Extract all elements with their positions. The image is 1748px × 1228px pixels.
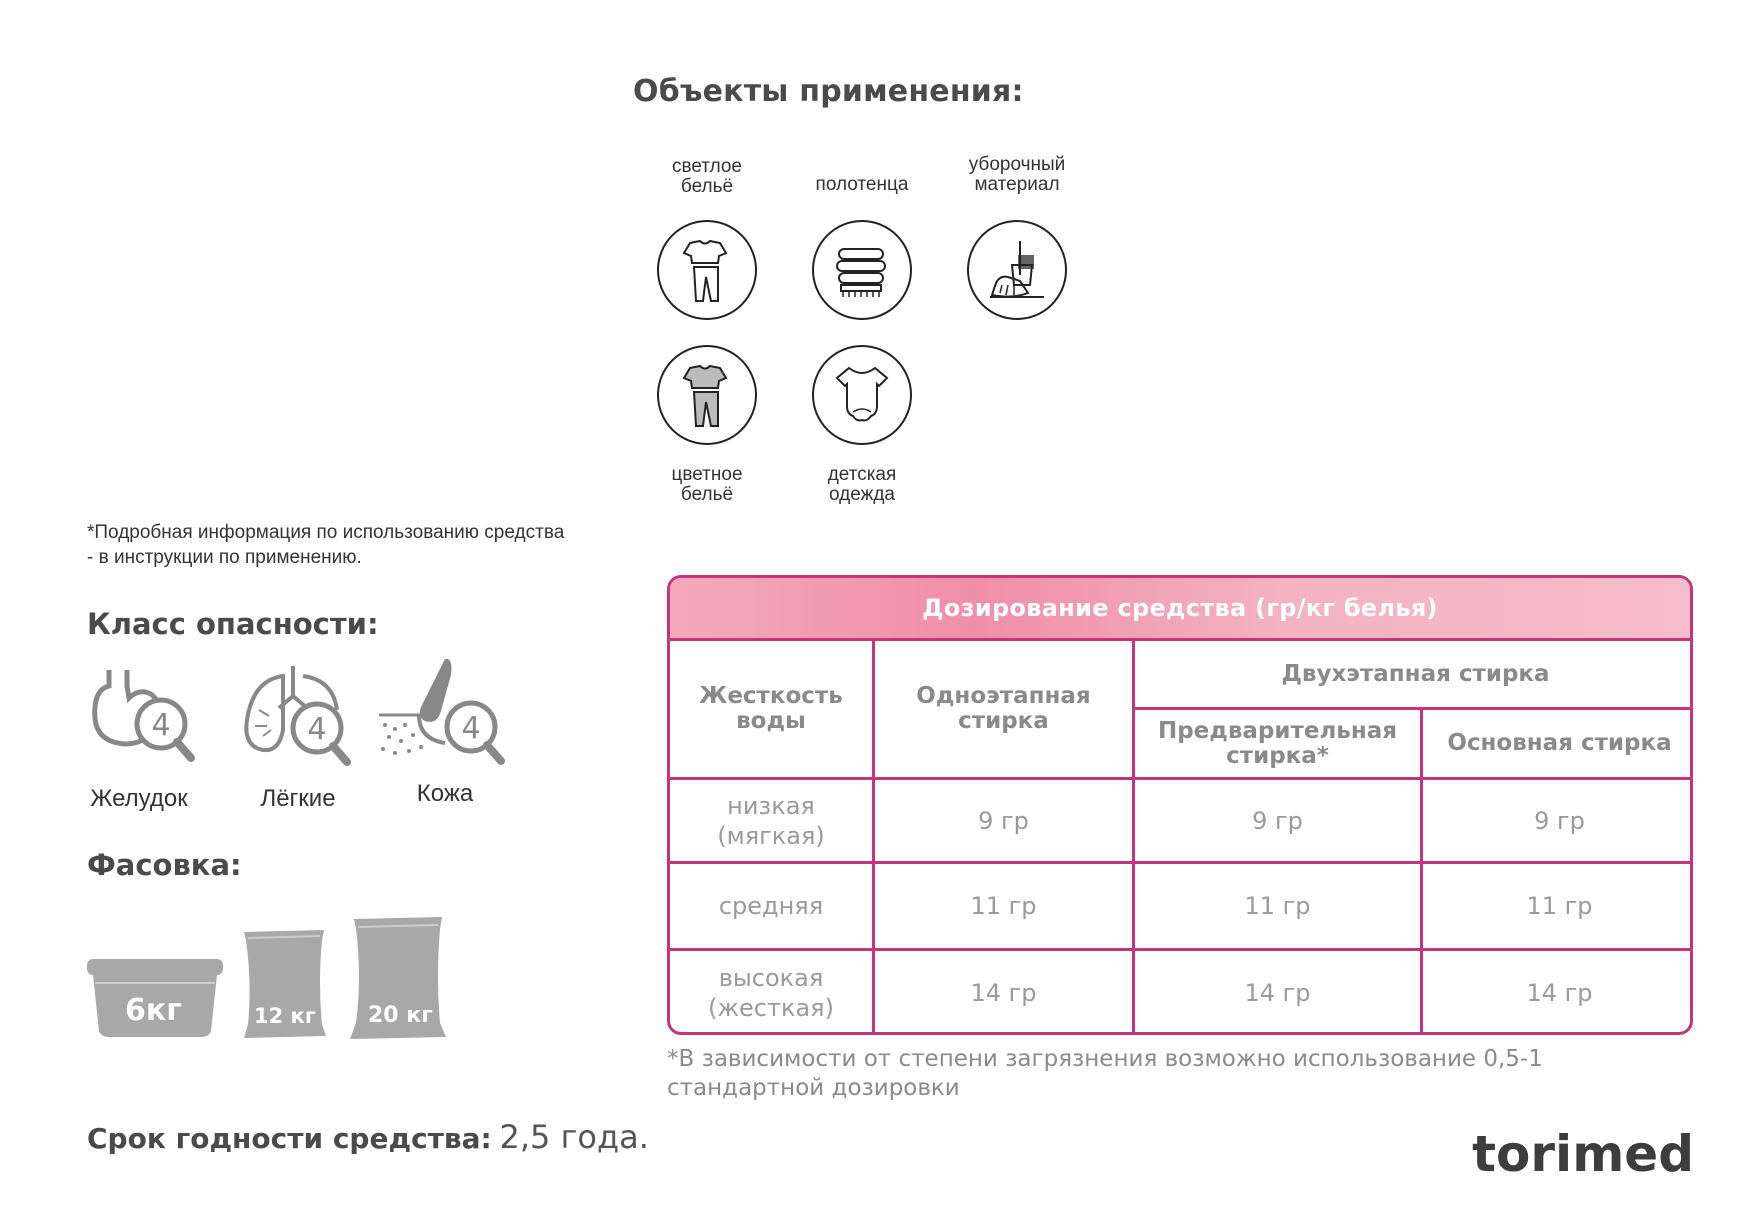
header-main: Основная стирка: [1447, 730, 1672, 756]
cleaning-material-icon: [967, 220, 1067, 320]
pack-label: 12 кг: [254, 1004, 316, 1028]
stomach-icon: [79, 660, 199, 770]
hazard-title: Класс опасности:: [87, 607, 379, 641]
hazard-label: Желудок: [90, 785, 188, 812]
bag-20-icon: [350, 915, 446, 1039]
hazard-lungs: [228, 660, 368, 813]
cell-single: 9 гр: [978, 806, 1029, 835]
cell-single: 14 гр: [970, 979, 1037, 1007]
object-label: детская одежда: [827, 464, 897, 505]
packaging-title: Фасовка:: [87, 848, 242, 882]
cell-hardness: средняя: [718, 892, 824, 920]
object-cleaning-material: [937, 155, 1097, 320]
light-laundry-icon: [657, 220, 757, 320]
hazard-stomach: [69, 660, 209, 813]
colored-laundry-icon: [657, 345, 757, 445]
hazard-class-number: 4: [307, 712, 327, 747]
towels-icon: [812, 220, 912, 320]
skin-icon: [375, 655, 525, 770]
brand-logo: torimed: [1472, 1125, 1694, 1183]
shelf-life-label: Срок годности средства:: [87, 1122, 492, 1155]
hazard-class-number: 4: [461, 711, 481, 746]
baby-clothes-icon: [812, 345, 912, 445]
cell-pre: 14 гр: [1244, 979, 1311, 1007]
shelf-life-value: 2,5 года.: [499, 1118, 649, 1156]
object-baby-clothes: [782, 345, 942, 505]
object-label: цветное бельё: [671, 464, 743, 505]
hazard-skin: [375, 655, 515, 808]
cell-single: 11 гр: [970, 892, 1037, 920]
object-towels: [782, 157, 942, 320]
object-label: уборочный материал: [968, 154, 1066, 195]
hazard-class-number: 4: [151, 708, 171, 743]
object-colored-laundry: [627, 345, 787, 505]
cell-main: 11 гр: [1526, 892, 1593, 920]
header-hardness: Жесткость воды: [699, 683, 843, 734]
cell-hardness: высокая (жесткая): [708, 964, 834, 1022]
bag-12-icon: [242, 928, 326, 1038]
cell-pre: 11 гр: [1244, 892, 1311, 920]
lungs-icon: [233, 660, 363, 770]
pack-label: 20 кг: [368, 1003, 433, 1028]
object-label: светлое бельё: [671, 156, 743, 197]
objects-title: Объекты применения:: [633, 74, 1024, 109]
header-single: Одноэтапная стирка: [916, 683, 1091, 734]
object-label: полотенца: [815, 174, 909, 195]
bucket-icon: [87, 955, 223, 1037]
usage-note: *Подробная информация по использованию средства - в инструкции по применению.: [87, 522, 565, 568]
cell-main: 9 гр: [1534, 806, 1585, 835]
header-pre: Предварительная стирка*: [1157, 717, 1398, 769]
pack-label: 6кг: [125, 993, 182, 1028]
dosing-footnote: *В зависимости от степени загрязнения возможно использование 0,5-1 стандартной дозировки: [667, 1046, 1543, 1101]
cell-main: 14 гр: [1526, 979, 1593, 1007]
cell-pre: 9 гр: [1252, 806, 1303, 835]
header-two-stage: Двухэтапная стирка: [1281, 660, 1550, 687]
shelf-life: [87, 1118, 649, 1156]
object-light-laundry: [627, 157, 787, 320]
hazard-label: Кожа: [416, 780, 474, 807]
dosing-table: [667, 575, 1693, 1035]
dosing-title: Дозирование средства (гр/кг белья): [670, 578, 1690, 638]
cell-hardness: низкая (мягкая): [717, 791, 825, 850]
hazard-label: Лёгкие: [260, 785, 336, 812]
